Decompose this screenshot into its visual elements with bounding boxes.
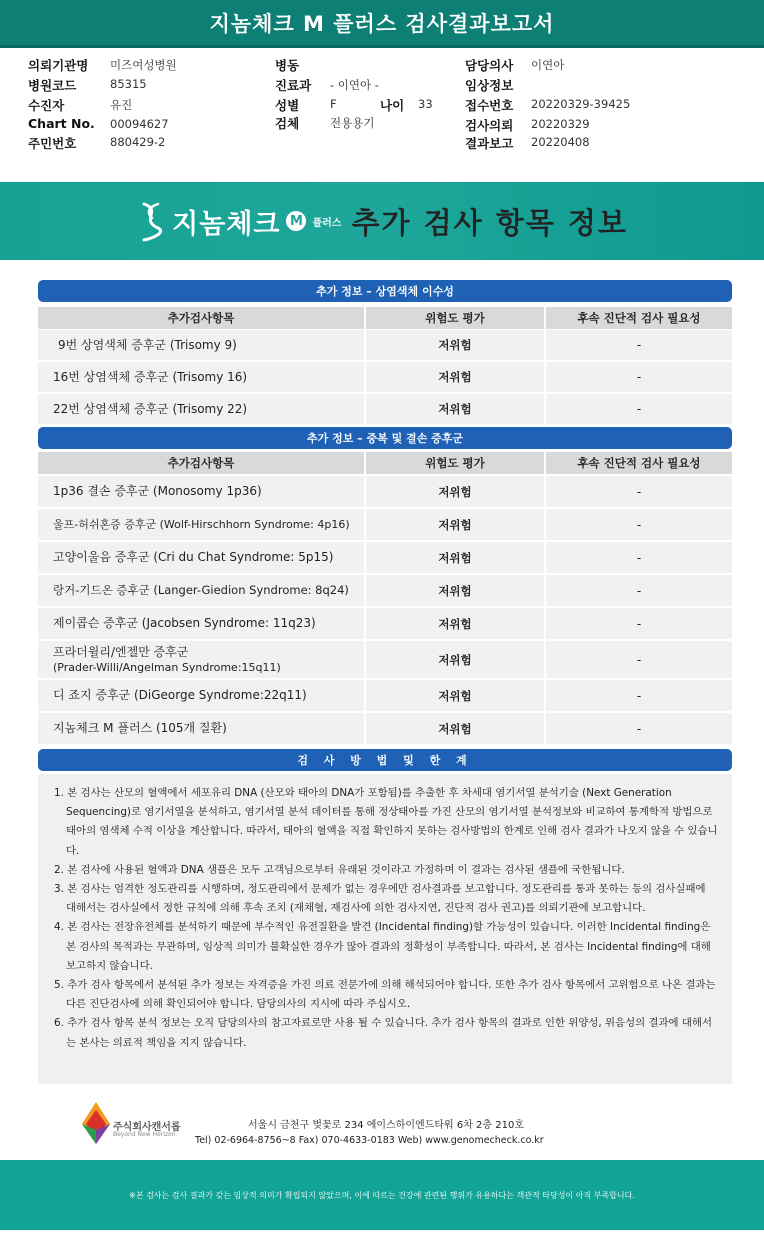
row-followup: - [546, 680, 732, 711]
info-value: 유진 [110, 98, 133, 112]
method-item: 3. 본 검사는 엄격한 정도관리를 시행하며, 정도관리에서 문제가 없는 경우에만 검사결과를 보고합니다. 정도관리를 통과 못하는 등의 검사실패에 대해서는 검사실에서 정한 규칙에 의해 후속 조치 (재채혈, 재검사에 의한 검사지연, 진단적 검사 권고)를 의뢰기관에 보고합니다. [54, 883, 706, 915]
method-list [38, 774, 732, 1053]
row-item: 울프-허쉬혼증 증후군 (Wolf-Hirschhorn Syndrome: 4p16) [38, 509, 364, 540]
row-risk: 저위험 [366, 680, 544, 711]
method-notes [38, 774, 732, 1084]
method-item: 4. 본 검사는 전장유전체를 분석하기 때문에 부수적인 유전질환을 발견 (Incidental finding)할 가능성이 있습니다. 이러한 Incidental finding은 본 검사의 목적과는 무관하며, 임상적 의미가 불확실한 경우가 많아 결과의 정확성이 부족합니다. 따라서, 본 검사는 Incidental finding에 대해 보고하지 않습니다. [54, 921, 711, 972]
company-contact: Tel) 02-6964-8756~8 Fax) 070-4633-0183 Web) www.genomecheck.co.kr [195, 1135, 544, 1146]
info-value: 전용용기 [330, 116, 375, 130]
row-risk: 저위험 [366, 330, 544, 360]
section-title-method: 검 사 방 법 및 한 계 [38, 749, 732, 771]
table-row [38, 542, 732, 573]
company-name: 주식회사캔서롭 [113, 1122, 181, 1133]
info-label: 성별 [275, 98, 300, 113]
company-slogan: Beyond New Horizon [113, 1131, 176, 1138]
patient-info-block [0, 56, 764, 156]
table-header [38, 452, 732, 474]
col-header-followup: 후속 진단적 검사 필요성 [546, 307, 732, 329]
row-followup: - [546, 509, 732, 540]
dna-icon [136, 200, 166, 242]
section-title-deletion: 추가 정보 – 중복 및 결손 증후군 [38, 427, 732, 449]
row-followup: - [546, 542, 732, 573]
info-value: 20220329-39425 [531, 97, 631, 111]
info-label: 담당의사 [465, 58, 514, 73]
report-header [0, 0, 764, 48]
row-item: 프라더윌리/엔젤만 증후군 [53, 644, 189, 659]
info-value: - 이연아 - [330, 78, 379, 92]
info-label: 진료과 [275, 78, 312, 93]
disclaimer-text: ※본 검사는 검사 결과가 갖는 임상적 의미가 확립되지 않았으며, 이에 따르는 건강에 관련된 행위가 유용하다는 객관적 타당성이 아직 부족합니다. [129, 1190, 635, 1200]
company-address: 서울시 금천구 벚꽃로 234 에이스하이엔드타워 6차 2층 210호 [248, 1120, 525, 1131]
info-value: 33 [418, 97, 433, 111]
row-followup: - [546, 476, 732, 507]
row-followup: - [546, 713, 732, 744]
brand-name: 지놈체크 [172, 208, 281, 240]
row-risk: 저위험 [366, 476, 544, 507]
row-risk: 저위험 [366, 509, 544, 540]
row-item-multiline [38, 641, 364, 678]
row-item: 제이콥슨 증후군 (Jacobsen Syndrome: 11q23) [38, 608, 364, 639]
info-label: 임상정보 [465, 78, 514, 93]
info-label: 의뢰기관명 [28, 58, 89, 73]
company-footer [0, 1100, 764, 1155]
row-risk: 저위험 [366, 362, 544, 392]
info-label: 병동 [275, 58, 300, 73]
row-item: 지놈체크 M 플러스 (105개 질환) [38, 713, 364, 744]
row-risk: 저위험 [366, 394, 544, 424]
row-item-sub: (Prader-Willi/Angelman Syndrome:15q11) [53, 660, 281, 674]
method-item: 1. 본 검사는 산모의 혈액에서 세포유리 DNA (산모와 태아의 DNA가 포함됨)를 추출한 후 차세대 염기서열 분석기술 (Next Generation Sequencing)로 염기서열을 분석하고, 염기서열 분석 데이터를 통해 정상태아를 가진 산모의 염기서열 분석정보와 비교하여 통계학적 방법으로 태아의 염색체 수적 이상을 계산합니다. 따라서, 태아의 혈액을 직접 확인하지 못하는 검사방법의 한계로 인해 검사 결과가 나오지 않을 수 있습니다. [54, 787, 718, 857]
col-header-risk: 위험도 평가 [366, 307, 544, 329]
row-followup: - [546, 608, 732, 639]
row-risk: 저위험 [366, 542, 544, 573]
plus-label: 플러스 [312, 217, 342, 229]
table-row [38, 476, 732, 507]
table-row [38, 330, 732, 360]
info-value: 00094627 [110, 117, 169, 131]
col-header-item: 추가검사항목 [38, 452, 364, 474]
info-label: 결과보고 [465, 136, 514, 151]
method-item: 6. 추가 검사 항목 분석 정보는 오직 담당의사의 참고자료로만 사용 될 수 있습니다. 추가 검사 항목의 결과로 인한 위양성, 위음성의 결과에 대해서는 본사는 의료적 책임을 지지 않습니다. [54, 1017, 713, 1049]
info-value: 20220329 [531, 117, 590, 131]
info-value: 85315 [110, 77, 147, 91]
row-risk: 저위험 [366, 575, 544, 606]
info-value: 20220408 [531, 135, 590, 149]
additional-info-banner [0, 182, 764, 260]
row-risk: 저위험 [366, 641, 544, 678]
row-item: 랑거-기드온 증후군 (Langer-Giedion Syndrome: 8q24) [38, 575, 364, 606]
info-label: 검체 [275, 116, 300, 131]
table-header [38, 307, 732, 329]
row-item: 9번 상염색체 증후군 (Trisomy 9) [38, 330, 364, 360]
method-item: 5. 추가 검사 항목에서 분석된 추가 정보는 자격증을 가진 의료 전문가에 의해 해석되어야 합니다. 또한 추가 검사 항목에서 고위험으로 나온 결과는 다른 진단검사에 의해 확인되어야 합니다. 담당의사의 지시에 따라 주십시오. [54, 979, 716, 1011]
row-item: 디 죠지 증후군 (DiGeorge Syndrome:22q11) [38, 680, 364, 711]
table-row [38, 641, 732, 678]
row-followup: - [546, 575, 732, 606]
table-row [38, 394, 732, 424]
section-title-aneuploidy: 추가 정보 – 상염색체 이수성 [38, 280, 732, 302]
col-header-item: 추가검사항목 [38, 307, 364, 329]
table-row [38, 509, 732, 540]
disclaimer-bar [0, 1160, 764, 1230]
row-followup: - [546, 394, 732, 424]
row-item: 16번 상염색체 증후군 (Trisomy 16) [38, 362, 364, 392]
info-label: 검사의뢰 [465, 118, 514, 133]
info-label: 주민번호 [28, 136, 77, 151]
row-risk: 저위험 [366, 608, 544, 639]
table-row [38, 575, 732, 606]
info-label: Chart No. [28, 116, 95, 131]
info-value: F [330, 97, 337, 111]
col-header-risk: 위험도 평가 [366, 452, 544, 474]
info-label: 병원코드 [28, 78, 77, 93]
report-title: 지놈체크 M 플러스 검사결과보고서 [209, 11, 555, 36]
info-value: 이연아 [531, 58, 565, 72]
info-label: 나이 [380, 98, 405, 113]
row-item: 고양이울음 증후군 (Cri du Chat Syndrome: 5p15) [38, 542, 364, 573]
row-followup: - [546, 641, 732, 678]
banner-title: 추가 검사 항목 정보 [351, 205, 628, 240]
row-risk: 저위험 [366, 713, 544, 744]
company-logo-icon [78, 1100, 114, 1146]
table-row [38, 680, 732, 711]
row-followup: - [546, 362, 732, 392]
row-item: 22번 상염색체 증후군 (Trisomy 22) [38, 394, 364, 424]
table-row [38, 713, 732, 744]
genomecheck-logo [136, 200, 341, 242]
m-badge: M [286, 211, 306, 231]
info-label: 접수번호 [465, 98, 514, 113]
row-item: 1p36 결손 증후군 (Monosomy 1p36) [38, 476, 364, 507]
table-row [38, 608, 732, 639]
info-value: 880429-2 [110, 135, 166, 149]
info-value: 미즈여성병원 [110, 58, 177, 72]
method-item: 2. 본 검사에 사용된 혈액과 DNA 샘플은 모두 고객님으로부터 유래된 것이라고 가정하며 이 결과는 검사된 샘플에 국한됩니다. [54, 863, 625, 876]
col-header-followup: 후속 진단적 검사 필요성 [546, 452, 732, 474]
table-row [38, 362, 732, 392]
info-label: 수진자 [28, 98, 65, 113]
row-followup: - [546, 330, 732, 360]
